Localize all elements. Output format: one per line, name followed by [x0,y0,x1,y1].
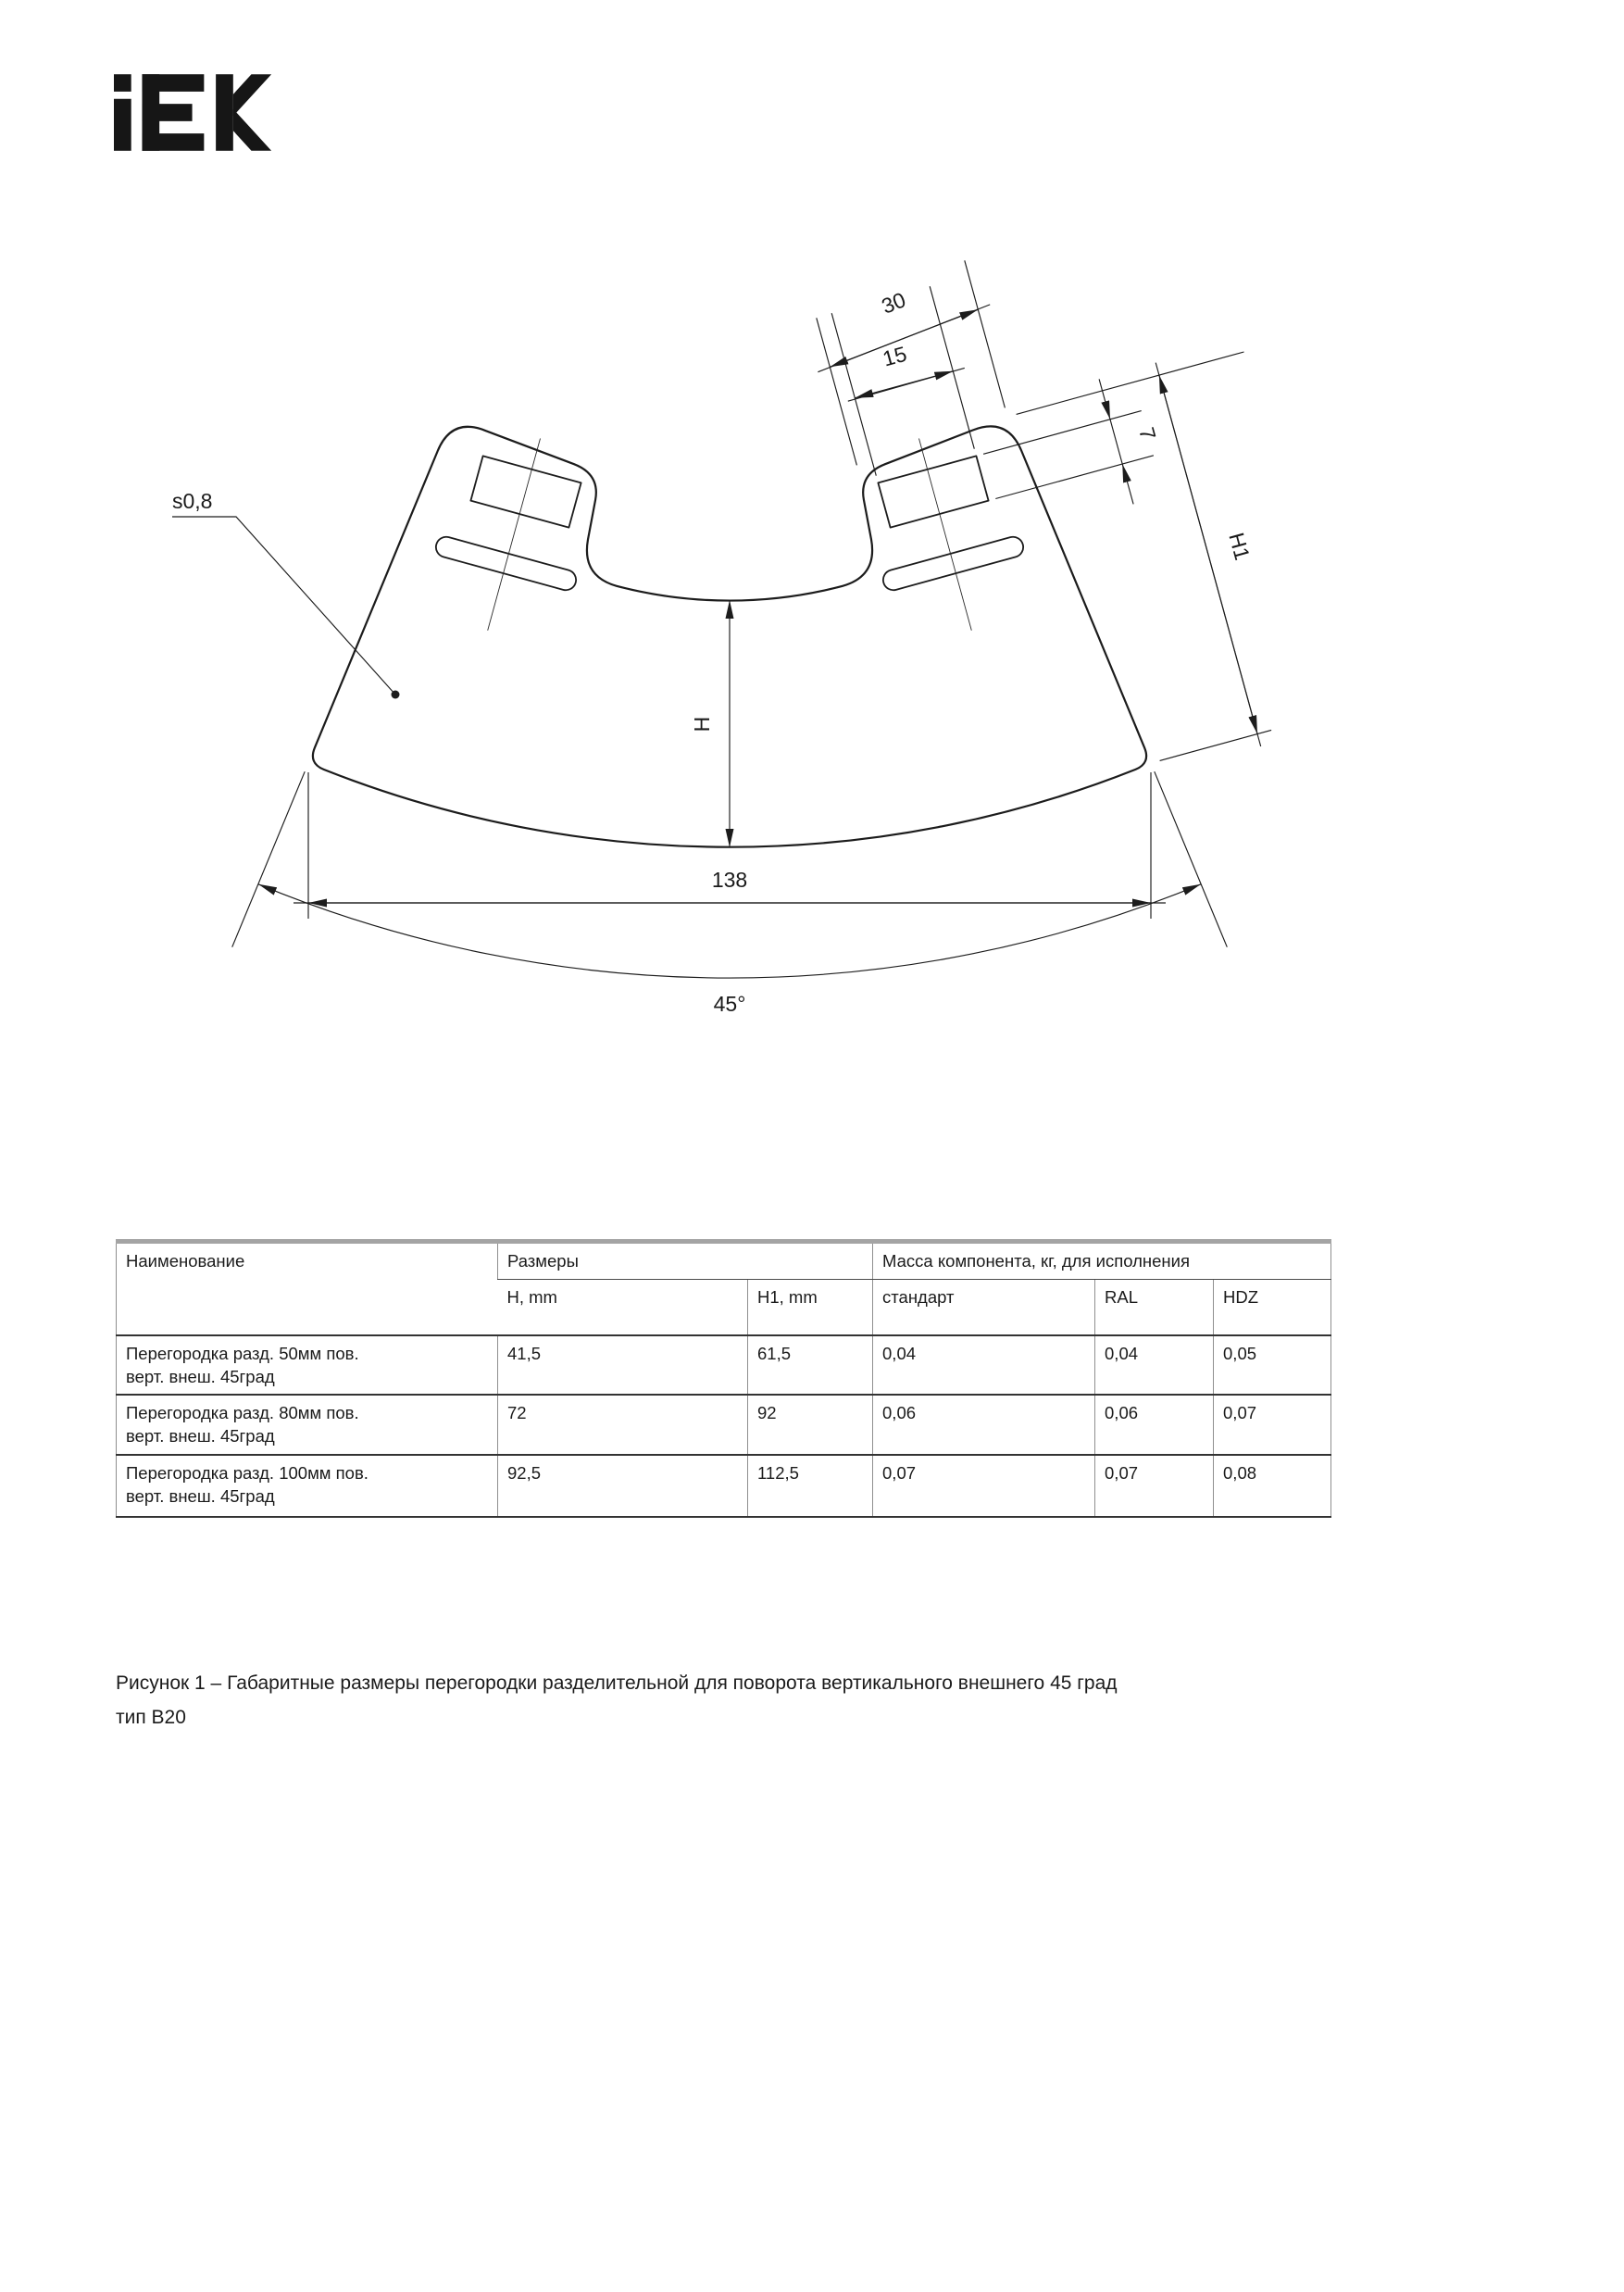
cell-hdz: 0,07 [1214,1395,1331,1455]
cell-h: 72 [498,1395,748,1455]
cell-name [117,1455,498,1517]
col-header-mass: Масса компонента, кг, для исполнения [873,1242,1331,1280]
cell-name [117,1335,498,1395]
col-header-ral: RAL [1095,1280,1214,1335]
table-row [117,1395,1331,1455]
cell-standard: 0,06 [873,1395,1095,1455]
col-header-hdz: HDZ [1214,1280,1331,1335]
dim-label-138: 138 [711,868,748,892]
cell-h1: 112,5 [748,1455,873,1517]
row-name: Перегородка разд. 50мм пов. верт. внеш. 45град [126,1343,359,1387]
cell-name [117,1395,498,1455]
tab-features-right [878,439,1025,631]
cell-h1: 61,5 [748,1335,873,1395]
dim-label-thickness: s0,8 [172,489,213,513]
dim-label-h: H [690,716,714,733]
figure-caption [116,1666,1468,1735]
dimension-15 [831,286,974,476]
iek-logo [114,74,278,151]
cell-hdz: 0,08 [1214,1455,1331,1517]
tab-centerline [919,439,972,631]
caption-line-1: Рисунок 1 – Габаритные размеры перегородки разделительной для поворота вертикального внешнего 45 град [116,1672,1118,1694]
iek-logo-graphic [114,74,278,151]
dim-label-15: 15 [880,341,910,371]
partition-drawing [93,185,1315,1056]
caption-line-2: тип В20 [116,1707,186,1728]
cell-h1: 92 [748,1395,873,1455]
leader-dot [392,691,400,699]
cell-ral: 0,06 [1095,1395,1214,1455]
cell-h: 92,5 [498,1455,748,1517]
dim-label-30: 30 [878,287,909,319]
dimension-h1 [1017,352,1272,760]
row-name: Перегородка разд. 100мм пов. верт. внеш. 45град [126,1462,369,1507]
dimension-7 [983,379,1161,504]
col-header-h: H, mm [498,1280,748,1335]
col-header-standard: стандарт [873,1280,1095,1335]
tab-features-left [433,439,581,631]
table-row [117,1335,1331,1395]
cell-standard: 0,07 [873,1455,1095,1517]
col-header-sizes: Размеры [498,1242,873,1280]
dim-label-h1: H1 [1224,530,1255,563]
dim-label-45deg: 45° [713,992,746,1016]
technical-drawing [93,185,1315,1056]
spec-table [116,1239,1331,1518]
col-header-h1: H1, mm [748,1280,873,1335]
cell-ral: 0,04 [1095,1335,1214,1395]
cell-standard: 0,04 [873,1335,1095,1395]
dimension-h [690,600,730,847]
table-row [117,1455,1331,1517]
cell-h: 41,5 [498,1335,748,1395]
col-header-name: Наименование [117,1242,498,1335]
dim-label-7: 7 [1134,424,1161,443]
thickness-callout [172,489,400,699]
row-name: Перегородка разд. 80мм пов. верт. внеш. 45град [126,1402,359,1447]
cell-hdz: 0,05 [1214,1335,1331,1395]
cell-ral: 0,07 [1095,1455,1214,1517]
